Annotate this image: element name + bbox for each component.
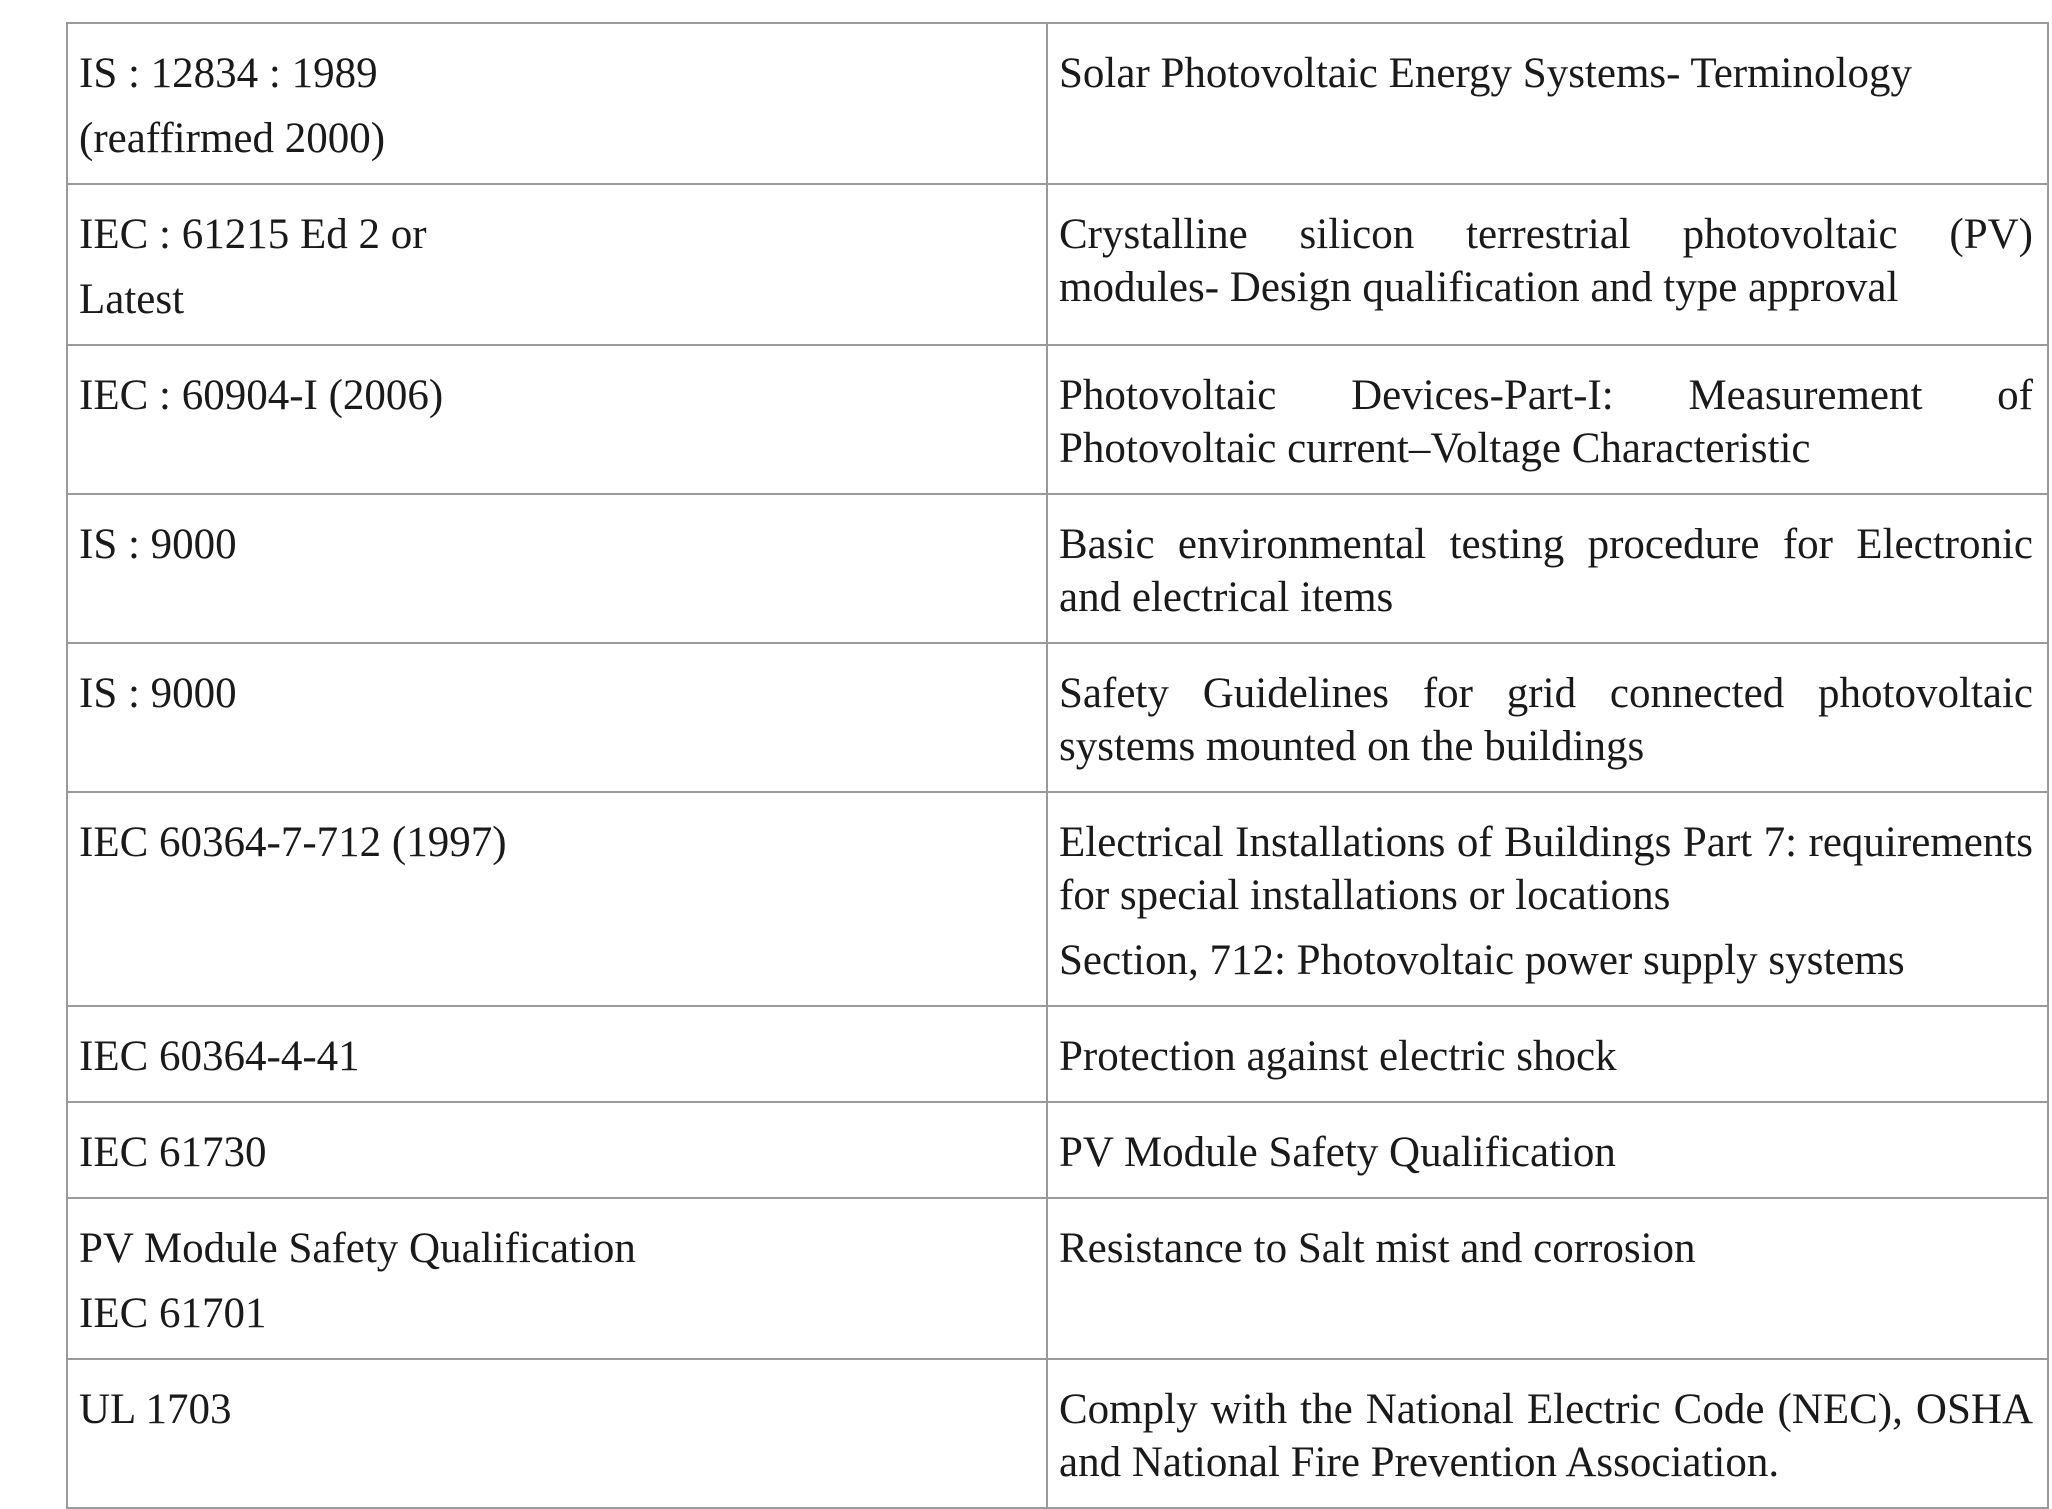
table-row [67,1102,2048,1198]
standard-code-cell [67,23,1047,184]
standard-description: Crystalline silicon terrestrial photovoltaic (PV) modules- Design qualification and type approval [1059,211,2033,311]
standard-description: Solar Photovoltaic Energy Systems- Terminology [1059,50,1912,97]
standard-code: IEC 61730 [79,1129,267,1176]
standard-description: Photovoltaic Devices-Part-I: Measurement of Photovoltaic current–Voltage Characteristic [1059,372,2033,472]
table-row [67,1006,2048,1102]
standard-code: IS : 12834 : 1989 [79,50,378,97]
standard-description: Resistance to Salt mist and corrosion [1059,1225,1696,1272]
standard-description: Protection against electric shock [1059,1033,1617,1080]
standard-description-cell [1047,1102,2048,1198]
standard-code-cell [67,1198,1047,1359]
table-row [67,643,2048,792]
standard-code: IEC 60364-7-712 (1997) [79,819,507,866]
table-row [67,792,2048,1006]
standard-code: PV Module Safety Qualification [79,1225,636,1272]
standard-code-cell [67,345,1047,494]
standard-description-cell [1047,494,2048,643]
table-row [67,23,2048,184]
standard-code-cell [67,1006,1047,1102]
standard-code: IEC : 60904-I (2006) [79,372,444,419]
standard-code-cell [67,792,1047,1006]
standard-description-cell [1047,643,2048,792]
standard-code-cell [67,1102,1047,1198]
standard-description-cell [1047,1359,2048,1508]
standard-code: IS : 9000 [79,521,237,568]
table-row [67,184,2048,345]
standard-description: Basic environmental testing procedure for Electronic and electrical items [1059,521,2033,621]
standard-description-cell [1047,345,2048,494]
standard-code-cell [67,494,1047,643]
standards-table [66,22,2049,1509]
table-row [67,494,2048,643]
standard-description-cell [1047,792,2048,1006]
standard-description: Electrical Installations of Buildings Part 7: requirements for special installations or locations [1059,819,2033,919]
standard-code-cell [67,184,1047,345]
standard-description: Section, 712: Photovoltaic power supply systems [1059,937,1905,984]
standard-code-cell [67,1359,1047,1508]
standard-description-cell [1047,23,2048,184]
standard-code: Latest [79,276,185,323]
standard-code-cell [67,643,1047,792]
standard-code: IEC 61701 [79,1290,267,1337]
standard-description-cell [1047,1198,2048,1359]
standard-description: PV Module Safety Qualification [1059,1129,1616,1176]
table-row [67,1359,2048,1508]
table-row [67,345,2048,494]
standard-description: Safety Guidelines for grid connected photovoltaic systems mounted on the buildings [1059,670,2033,770]
standard-code: IEC 60364-4-41 [79,1033,360,1080]
standard-code: (reaffirmed 2000) [79,115,386,162]
standard-description: Comply with the National Electric Code (NEC), OSHA and National Fire Prevention Association. [1059,1386,2033,1486]
standard-description-cell [1047,184,2048,345]
standard-code: IEC : 61215 Ed 2 or [79,211,427,258]
standard-code: IS : 9000 [79,670,237,717]
table-row [67,1198,2048,1359]
standard-code: UL 1703 [79,1386,232,1433]
standard-description-cell [1047,1006,2048,1102]
